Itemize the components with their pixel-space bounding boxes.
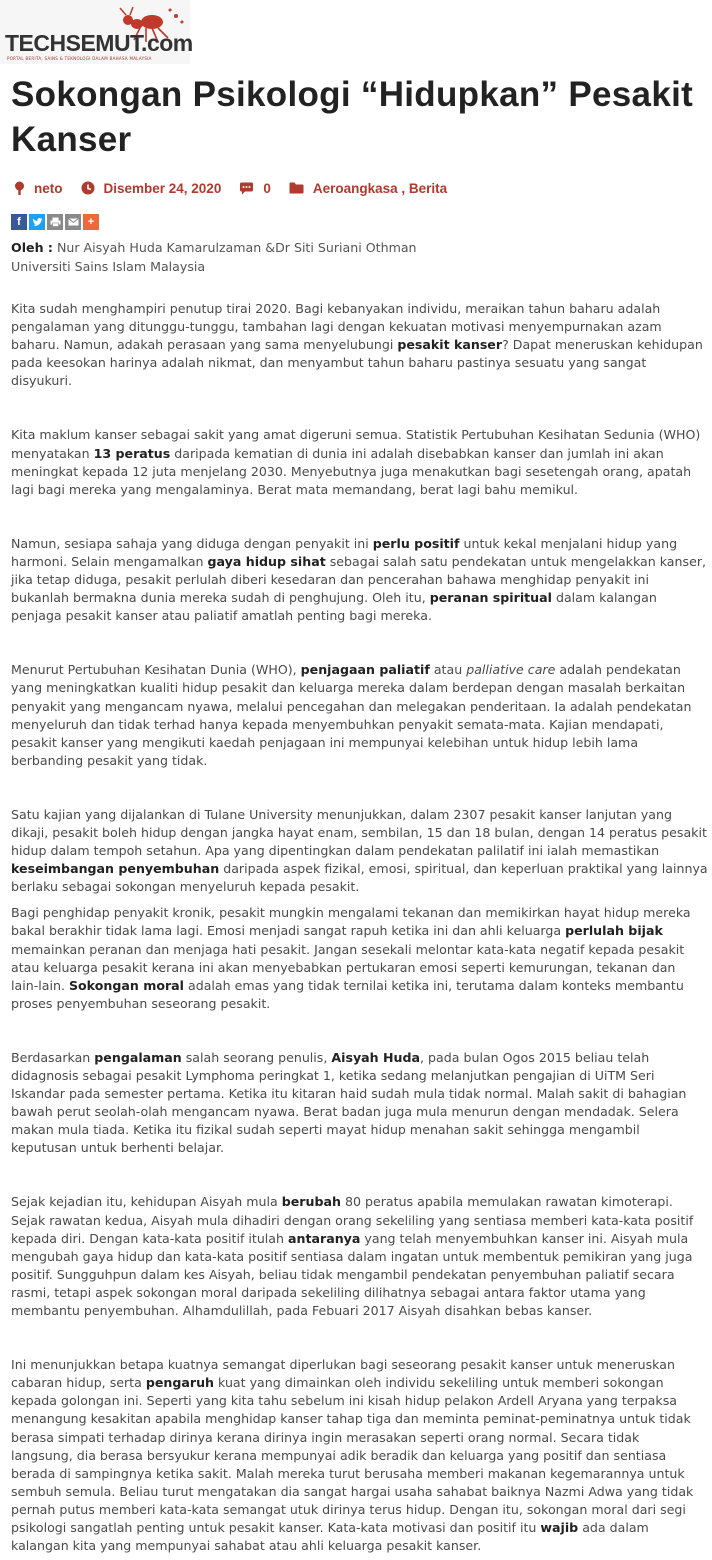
share-bar [11,214,101,230]
text-run: membantu penyembuhan. Alhamdulillah, pada Febuari 2017 Aisyah disahkan bebas kanser. [11,1303,593,1319]
paragraph-line [11,426,701,444]
byline-authors: Nur Aisyah Huda Kamarulzaman &Dr Siti Suriani Othman [56,240,417,255]
paragraph-line [11,553,706,571]
printer-icon [50,217,61,227]
paragraph-gap [11,896,701,904]
text-run: langsung, dia berasa bersyukur kerana mempunyai adik beradik dan keluarga yang positif dan sentiasa [11,1447,667,1463]
paragraph-line [11,1302,701,1320]
text-run: berbanding pesakit yang tidak. [11,752,208,768]
meta-date-text: Disember 24, 2020 [103,180,222,196]
text-run: Sejak kejadian itu, kehidupan Aisyah mula [11,1194,282,1210]
bold-phrase: pengalaman [94,1049,182,1065]
paragraph-line [11,661,701,679]
paragraph-gap [11,390,701,426]
share-twitter-button[interactable] [29,214,45,230]
bold-phrase: wajib [540,1519,579,1535]
paragraph-line [11,1519,701,1537]
paragraph-gap [11,1320,701,1356]
bold-phrase: perlulah bijak [565,923,663,939]
author-pin-icon [14,181,25,195]
paragraph-line [11,1501,701,1519]
text-run: dikaji, pesakit boleh hidup dengan jangka hayat enam, sembilan, 15 dan 18 bulan, dengan 14 peratus pesakit [11,824,707,840]
paragraph-line [11,941,701,959]
clock-icon [81,181,95,195]
paragraph-line [11,995,701,1013]
share-more-button[interactable] [83,214,99,230]
text-run: harmoni. Selain mengamalkan [11,553,208,569]
article-paragraph [11,661,701,770]
bold-phrase: Sokongan moral [68,977,184,993]
text-run: mengubah gaya hidup dan kata-kata positif sentiasa dalam ingatan untuk membentuk pemikiran yang juga [11,1248,693,1264]
paragraph-line [11,698,701,716]
paragraph-gap [11,625,701,661]
share-print-button[interactable] [47,214,63,230]
meta-categories[interactable] [289,181,447,196]
text-run: meningkat kepada 12 juta menjelang 2030. Menyebutnya juga menakutkan bagi sesetengah orang, apatah [11,463,692,479]
text-run: pengalaman yang ditunggu-tunggu, tambahan lagi dengan kekuatan motivasi menyempurnakan azam [11,319,662,335]
text-run: Kita sudah menghampiri penutup tirai 2020. Bagi kebanyakan individu, meraikan tahun baharu adalah [11,301,661,316]
text-run: ? Dapat meneruskan kehidupan [502,337,703,353]
paragraph-line [11,1392,701,1410]
text-run: didagnosis sebagai pesakit Lymphoma peringkat 1, ketika sedang melanjutkan pengajian di UiTM Seri [11,1068,655,1083]
text-run: menyeluruh dan tidak terhad hanya kepada menyembuhkan penyakit semata-mata. Kajian mendapati, [11,716,664,732]
text-run: Sejak rawatan kedua, Aisyah mula dihadiri dengan orang sekeliling yang sentiasa memberi kata-kata positif [11,1212,694,1228]
bold-phrase: berubah [281,1194,341,1210]
site-logo[interactable] [0,0,193,64]
paragraph-line [11,1139,701,1157]
paragraph-line [11,1212,701,1230]
paragraph-line [11,1067,701,1085]
paragraph-line [11,824,707,842]
article-paragraph [11,535,706,625]
paragraph-line [11,878,701,896]
meta-author-name: neto [34,180,63,196]
text-run: cabaran hidup, serta [11,1375,146,1391]
text-run: rasmi, tetapi aspek sokongan moral daripada sekeliling dilihatnya sebagai antara faktor utama yang [11,1284,646,1300]
paragraph-line [11,977,701,995]
byline-authors-line [11,238,417,257]
bold-phrase: perlu positif [372,535,460,551]
paragraph-line [11,535,701,553]
bold-phrase: 13 peratus [93,445,171,461]
share-email-button[interactable] [65,214,81,230]
paragraph-line [11,300,701,318]
email-icon [68,218,79,226]
article-paragraph [11,904,701,1013]
paragraph-line [11,1410,701,1428]
text-run: menyatakan [11,445,94,461]
paragraph-line [11,1266,701,1284]
bold-phrase: keseimbangan penyembuhan [11,861,220,877]
text-run: bawah perut seolah-olah mengancam nyawa. Berat badan juga mula menurun dengan mendadak. Selera [11,1104,679,1120]
text-run: Berdasarkan [11,1049,95,1065]
text-run: keputusan untuk berhenti belajar. [11,1140,224,1156]
logo-text: TECHSEMUT.com [5,30,193,56]
text-run: lain-lain. [11,977,69,993]
paragraph-line [11,372,701,390]
meta-date [81,181,222,196]
paragraph-line [11,1193,701,1211]
paragraph-line [11,1103,701,1121]
text-run: yang telah menyembuhkan kanser ini. Aisyah mula [360,1230,689,1246]
text-run: berlaku sebagai sokongan menyeluruh kepada pesakit. [11,879,360,895]
paragraph-line [11,589,701,607]
article-paragraph [11,806,708,896]
meta-comments-count: 0 [263,180,271,196]
text-run: daripada kematian di dunia ini adalah disebabkan kanser dan jumlah ini akan [170,445,664,461]
text-run: 80 peratus apabila memulakan rawatan kimoterapi. [340,1194,673,1210]
paragraph-line [11,571,701,589]
paragraph-line [11,1483,701,1501]
text-run: kalangan kita yang mempunyai sahabat atau ahli keluarga pesakit kanser. [11,1538,482,1554]
article-paragraph [11,426,701,498]
text-run: berasa simpati terhadap dirinya kerana dirinya ingin merasakan seperti orang normal. Secara tidak [11,1429,640,1445]
paragraph-line [11,1537,701,1555]
text-run: menangung kesakitan apabila menghidap kanser tahap tiga dan meminta peminat-peminatnya untuk tidak [11,1411,691,1427]
text-run: sembuh semula. Beliau turut mengatakan dia sangat hargai usaha sahabat baiknya Nazmi Adwa yang tidak [11,1483,694,1499]
text-run: memainkan peranan dan menjaga hati pesakit. Jangan sesekali melontar kata-kata negatif kepada pesakit [11,941,685,957]
byline-label: Oleh : [11,240,53,255]
post-meta [14,178,465,198]
article-title: Sokongan Psikologi “Hidupkan” Pesakit Kanser [11,75,694,159]
text-run: kepada diri. Dengan kata-kata positif itulah [11,1230,289,1246]
text-run: daripada aspek fizikal, emosi, spiritual, dan keperluan praktikal yang lainnya [219,861,708,877]
paragraph-line [11,842,701,860]
paragraph-line [11,481,701,499]
paragraph-gap [11,1157,701,1193]
text-run: Menurut Pertubuhan Kesihatan Dunia (WHO), [11,662,301,678]
paragraph-line [11,1085,701,1103]
text-run: baharu. Namun, adakah perasaan yang sama menyelubungi [11,337,398,353]
paragraph-line [11,1465,701,1483]
text-run: makan mula tiada. Ketika itu fizikal sudah seperti mayat hidup menahan sakit sehingga mengambil [11,1122,640,1138]
text-run: yang meningkatkan kualiti hidup pesakit dan keluarga mereka dalam berdepan dengan masalah berkaitan [11,680,686,696]
bold-phrase: gaya hidup sihat [207,553,326,569]
paragraph-line [11,1429,701,1447]
bold-phrase: penjagaan paliatif [300,662,430,678]
article-paragraph [11,1193,701,1320]
text-run: lagi bagi mereka yang mengalaminya. Berat mata memandang, berat lagi bahu memikul. [11,481,579,497]
text-run: atau keluarga pesakit kerana ini akan menyebabkan pertukaran emosi seperti kemurungan, tekanan dan [11,959,676,975]
paragraph-line [11,607,701,625]
article-paragraph [11,300,701,390]
byline [11,238,417,276]
text-run: kuat yang dimainkan oleh individu sekeliling untuk memberi sokongan [214,1375,664,1391]
text-run: sebagai salah satu pendekatan untuk mengelakkan kanser, [325,553,706,569]
paragraph-gap [11,1013,701,1049]
text-run: penjaga pesakit kanser atau paliatif amatlah penting bagi mereka. [11,608,432,624]
paragraph-line [11,1121,701,1139]
paragraph-line [11,463,701,481]
text-run: adalah pendekatan [555,662,681,678]
text-run: atau [429,662,467,678]
paragraph-line [11,734,701,752]
logo-tagline: PORTAL BERITA, SAINS & TEKNOLOGI DALAM BAHASA MALAYSIA [7,56,152,61]
twitter-icon [32,218,43,227]
text-run: , pada bulan Ogos 2015 beliau telah [420,1049,650,1065]
meta-categories-text: Aeroangkasa , Berita [312,180,448,196]
article-body [11,300,708,1555]
text-run: bakal berakhir tidak lama lagi. Emosi menjadi sangat rapuh ketika ini dan ahli keluarga [11,923,566,939]
bold-phrase: peranan spiritual [429,590,552,606]
article-paragraph [11,1356,701,1555]
paragraph-line [11,1049,701,1067]
text-run: psikologi sangatlah penting untuk pesakit kanser. Kata-kata motivasi dan positif itu [11,1519,541,1535]
text-run: disyukuri. [11,373,73,389]
text-run: Iskandar pada semester pertama. Ketika itu kitaran haid sudah mula tidak normal. Malah sakit di bahagian [11,1086,687,1102]
paragraph-line [11,1284,701,1302]
text-run: pesakit kanser yang mengikuti kaedah penjagaan ini mempunyai kelebihan untuk hidup lebih lama [11,734,639,750]
facebook-icon: f [17,216,21,228]
text-run: untuk kekal menjalani hidup yang [459,535,678,551]
paragraph-line [11,922,701,940]
paragraph-line [11,354,701,372]
bold-phrase: pesakit kanser [397,337,503,353]
plus-icon: + [87,216,95,228]
text-run: Bagi penghidap penyakit kronik, pesakit mungkin mengalami tekanan dan memikirkan hayat hidup mereka [11,905,691,921]
text-run: penyakit yang mengancam nyawa, melalui pencegahan dan melegakan penderitaan. Ia adalah pendekatan [11,698,692,714]
paragraph-line [11,1248,701,1266]
folder-icon [289,182,304,194]
text-run: jika tetap diduga, pesakit perlulah diberi kesedaran dan pencerahan bahawa menghidap penyakit ini [11,572,649,588]
text-run: proses penyembuhan seseorang pesakit. [11,995,271,1011]
paragraph-line [11,959,701,977]
paragraph-line [11,1447,701,1465]
comment-icon [239,182,254,195]
text-run: ada dalam [578,1519,649,1535]
paragraph-line [11,679,701,697]
bold-phrase: pengaruh [145,1375,215,1391]
text-run: bukanlah bermakna dunia mereka sudah di penghujung. Oleh itu, [11,590,430,606]
text-run: Ini menunjukkan betapa kuatnya semangat diperlukan bagi seseorang pesakit kanser untuk meneruskan [11,1357,675,1373]
text-run: salah seorang penulis, [181,1049,332,1065]
paragraph-line [11,752,701,770]
article-paragraph [11,1049,701,1158]
text-run: Kita maklum kanser sebagai sakit yang amat digeruni semua. Statistik Pertubuhan Kesihatan Sedunia (WHO) [11,427,701,443]
paragraph-line [11,1374,701,1392]
text-run: kepada golongan ini. Seperti yang kita tahu sebelum ini kisah hidup pelakon Ardell Aryana yang terpaksa [11,1393,677,1409]
italic-phrase: palliative care [466,662,556,678]
text-run: positif. Sungguhpun dalam kes Aisyah, beliau tidak mengambil pendekatan penyembuhan paliatif secara [11,1266,675,1282]
text-run: adalah emas yang tidak ternilai ketika ini, terutama dalam konteks membantu [184,977,684,993]
paragraph-gap [11,770,701,806]
paragraph-gap [11,499,701,535]
text-run: pernah putus memberi kata-kata semangat utuk dirinya terus hidup. Dengan itu, sokongan moral dari segi [11,1501,686,1517]
bold-phrase: Aisyah Huda [331,1049,421,1065]
paragraph-line [11,1230,701,1248]
text-run: dalam kalangan [551,590,657,606]
text-run: Satu kajian yang dijalankan di Tulane University menunjukkan, dalam 2307 pesakit kanser lanjutan yang [11,806,672,822]
byline-institution: Universiti Sains Islam Malaysia [11,259,206,274]
paragraph-line [11,336,701,354]
paragraph-line [11,806,701,824]
meta-comments[interactable] [239,181,271,196]
text-run: berada di sampingnya ketika sakit. Malah mereka turut berusaha memberi makanan kegemarannya untuk [11,1465,685,1481]
text-run: Namun, sesiapa sahaja yang diduga dengan penyakit ini [11,535,373,551]
bold-phrase: antaranya [288,1230,361,1246]
paragraph-line [11,445,701,463]
paragraph-line [11,318,701,336]
share-facebook-button[interactable] [11,214,27,230]
paragraph-line [11,860,708,878]
paragraph-line [11,716,701,734]
text-run: pada keesokan harinya adalah nikmat, dan menyambut tahun baharu pastinya sesuatu yang sangat [11,355,647,371]
text-run: hidup dalam tempoh setahun. Apa yang dipentingkan dalam pendekatan palilatif ini ialah memastikan [11,843,660,859]
paragraph-line [11,904,701,922]
meta-author[interactable] [14,181,63,196]
paragraph-line [11,1356,701,1374]
